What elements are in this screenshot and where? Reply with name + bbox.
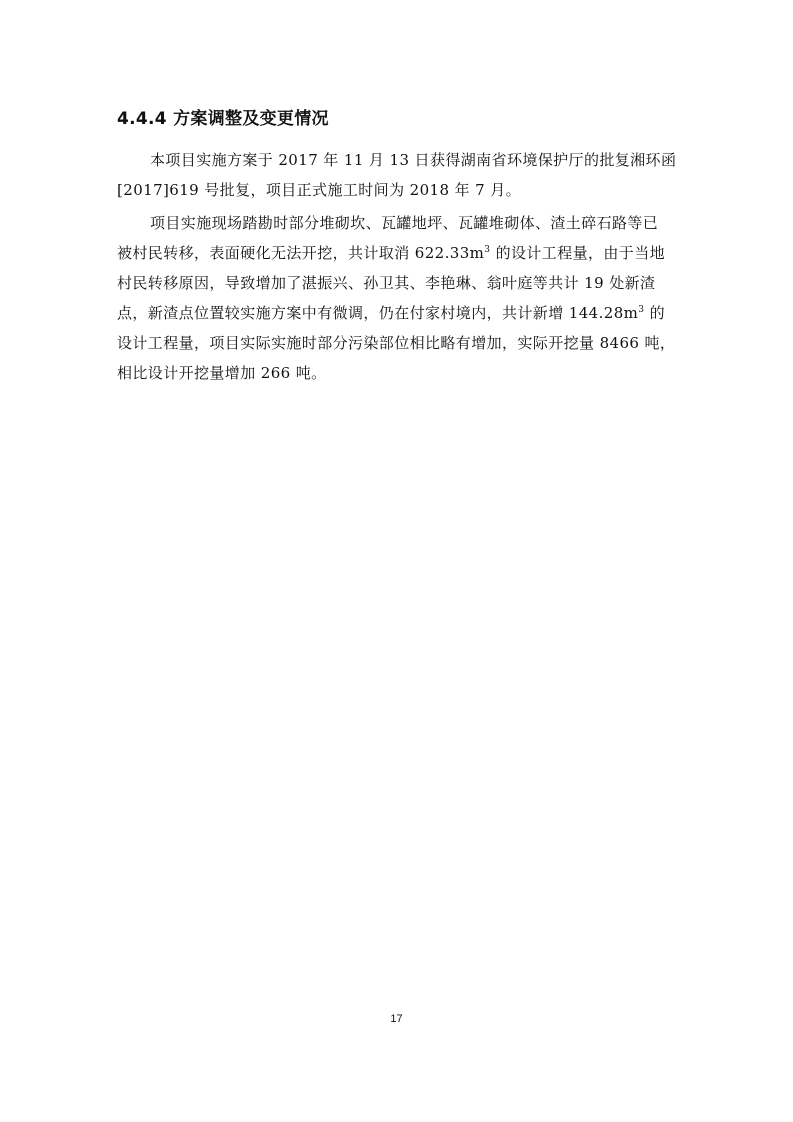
page-number: 17 — [390, 1013, 403, 1025]
paragraph-line: 本项目实施方案于 2017 年 11 月 13 日获得湖南省环境保护厅的批复湘环函 — [150, 151, 677, 169]
paragraph-approval — [117, 145, 677, 205]
paragraph-line — [117, 238, 677, 268]
text-run: 点，新渣点位置较实施方案中有微调，仍在付家村境内，共计新增 144.28m — [117, 304, 639, 322]
paragraph-line: 项目实施现场踏勘时部分堆砌坎、瓦罐地坪、瓦罐堆砌体、渣土碎石路等已 — [150, 214, 659, 232]
superscript: 3 — [484, 245, 491, 255]
text-run: 被村民转移，表面硬化无法开挖，共计取消 622.33m — [117, 244, 485, 262]
text-run: 的设计工程量，由于当地 — [490, 244, 665, 262]
paragraph-line: 村民转移原因，导致增加了湛振兴、孙卫其、李艳琳、翁叶庭等共计 19 处新渣 — [117, 274, 656, 292]
paragraph-line: 设计工程量，项目实际实施时部分污染部位相比略有增加，实际开挖量 8466 吨， — [117, 334, 676, 352]
section-heading: 4.4.4 方案调整及变更情况 — [117, 109, 329, 129]
paragraph-line — [117, 298, 677, 328]
paragraph-line: 相比设计开挖量增加 266 吨。 — [117, 364, 327, 382]
text-run: 的 — [644, 304, 665, 322]
paragraph-line: [2017]619 号批复，项目正式施工时间为 2018 年 7 月。 — [117, 181, 522, 199]
superscript: 3 — [638, 305, 645, 315]
paragraph-adjustments — [117, 208, 677, 388]
